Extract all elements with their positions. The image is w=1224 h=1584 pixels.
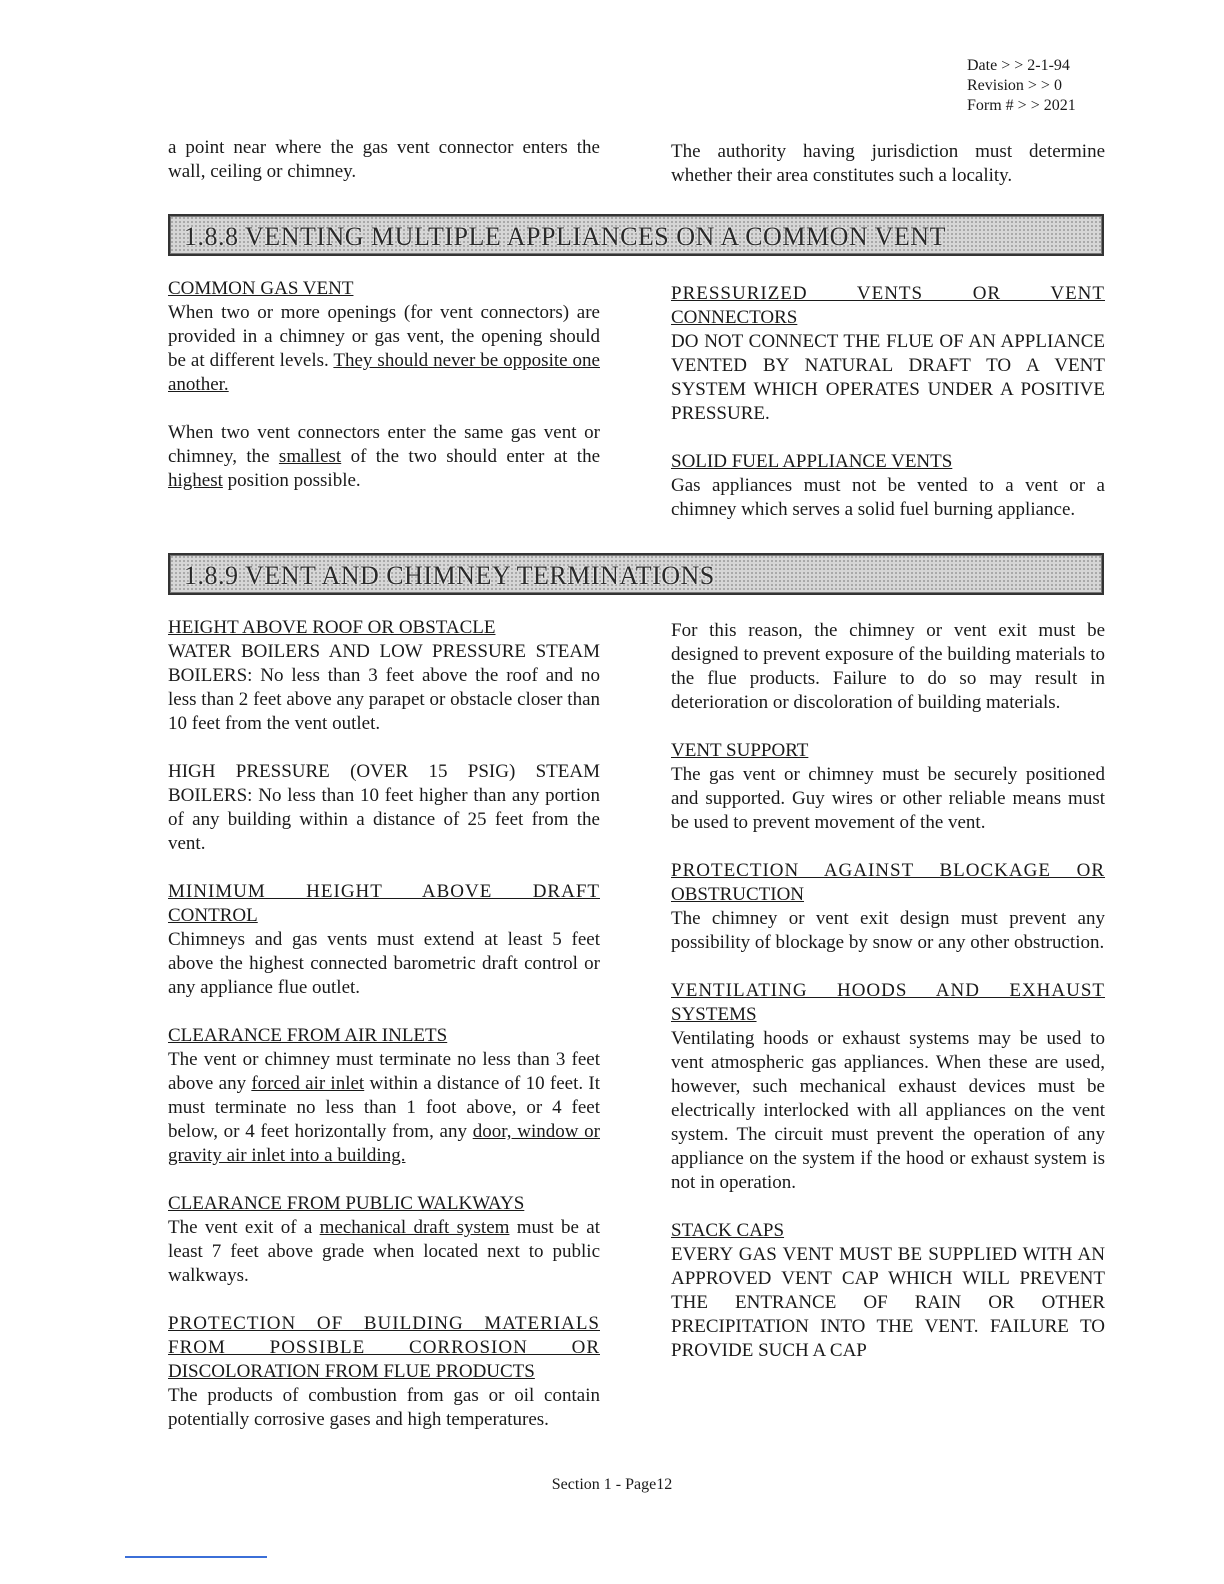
height-above-roof-heading: HEIGHT ABOVE ROOF OR OBSTACLE	[168, 617, 496, 638]
walkways-heading: CLEARANCE FROM PUBLIC WALKWAYS	[168, 1193, 525, 1214]
reason-text: For this reason, the chimney or vent exit must be designed to prevent exposure of the building materials to the flue products. Failure to do so may result in deterioration or discoloration of building materials.	[671, 620, 1105, 713]
pressurized-vents-text: DO NOT CONNECT THE FLUE OF AN APPLIANCE VENTED BY NATURAL DRAFT TO A VENT SYSTEM WHICH OPERATES UNDER A POSITIVE PRESSURE.	[671, 331, 1105, 424]
section-188-left-column	[168, 277, 600, 493]
stack-caps-heading: STACK CAPS	[671, 1220, 785, 1241]
blockage-heading-line-2: OBSTRUCTION	[671, 884, 805, 905]
section-188-banner	[168, 214, 1104, 256]
page-footer: Section 1 - Page12	[551, 1476, 673, 1493]
min-height-heading-line-2: CONTROL	[168, 905, 258, 926]
protection-text: The products of combustion from gas or oil contain potentially corrosive gases and high temperatures.	[168, 1385, 600, 1430]
height-above-roof-text: WATER BOILERS AND LOW PRESSURE STEAM BOILERS: No less than 3 feet above the roof and no less than 2 feet above any parapet or obstacle closer than 10 feet from the vent outlet.	[168, 641, 600, 734]
common-gas-vent-heading: COMMON GAS VENT	[168, 278, 354, 299]
date-line: Date > > 2-1-94	[967, 57, 1070, 74]
pressurized-vents-heading-line-2: CONNECTORS	[671, 307, 798, 328]
protection-heading-line-2: FROM POSSIBLE CORROSION OR	[168, 1337, 600, 1358]
hoods-heading-line-2: SYSTEMS	[671, 1004, 757, 1025]
revision-line: Revision > > 0	[967, 77, 1062, 94]
top-right-paragraph: The authority having jurisdiction must determine whether their area constitutes such a locality.	[671, 141, 1105, 186]
air-inlets-heading: CLEARANCE FROM AIR INLETS	[168, 1025, 448, 1046]
hoods-text: Ventilating hoods or exhaust systems may be used to vent atmospheric gas appliances. When these are used, however, such mechanical exhaust devices must be electrically interlocked with all appliances on the vent system. The circuit must prevent the operation of any appliance on the system if the hood or exhaust system is not in operation.	[671, 1028, 1105, 1193]
high-pressure-text: HIGH PRESSURE (OVER 15 PSIG) STEAM BOILERS: No less than 10 feet higher than any portion of any building within a distance of 25 feet from the vent.	[168, 761, 600, 854]
hoods-heading-line-1: VENTILATING HOODS AND EXHAUST	[671, 980, 1105, 1001]
pressurized-vents-heading-line-1: PRESSURIZED VENTS OR VENT	[671, 283, 1105, 304]
document-header	[967, 56, 1076, 116]
section-189-title: 1.8.9 VENT AND CHIMNEY TERMINATIONS	[184, 561, 715, 590]
solid-fuel-text: Gas appliances must not be vented to a vent or a chimney which serves a solid fuel burning appliance.	[671, 475, 1105, 520]
section-189-banner	[168, 553, 1104, 595]
vent-support-text: The gas vent or chimney must be securely positioned and supported. Guy wires or other reliable means must be used to prevent movement of the vent.	[671, 764, 1105, 833]
common-gas-vent-paragraph-1: When two or more openings (for vent connectors) are provided in a chimney or gas vent, the opening should be at different levels. They should never be opposite one another.	[168, 302, 600, 395]
section-188-title: 1.8.8 VENTING MULTIPLE APPLIANCES ON A COMMON VENT	[184, 222, 946, 251]
protection-heading-line-3: DISCOLORATION FROM FLUE PRODUCTS	[168, 1361, 535, 1382]
scan-edge-line	[125, 1556, 267, 1558]
section-189-left-column	[168, 616, 600, 1432]
form-number-line: Form # > > 2021	[967, 97, 1076, 114]
section-188-right-column	[671, 282, 1105, 522]
top-left-paragraph: a point near where the gas vent connector enters the wall, ceiling or chimney.	[168, 137, 600, 182]
walkways-text: The vent exit of a mechanical draft system must be at least 7 feet above grade when located next to public walkways.	[168, 1217, 600, 1286]
stack-caps-text: EVERY GAS VENT MUST BE SUPPLIED WITH AN APPROVED VENT CAP WHICH WILL PREVENT THE ENTRANCE OF RAIN OR OTHER PRECIPITATION INTO THE VENT. FAILURE TO PROVIDE SUCH A CAP	[671, 1244, 1105, 1361]
air-inlets-text: The vent or chimney must terminate no less than 3 feet above any forced air inlet within a distance of 10 feet. It must terminate no less than 1 foot above, or 4 feet below, or 4 feet horizontally from, any door, window or gravity air inlet into a building.	[168, 1049, 600, 1166]
vent-support-heading: VENT SUPPORT	[671, 740, 809, 761]
blockage-heading-line-1: PROTECTION AGAINST BLOCKAGE OR	[671, 860, 1105, 881]
blockage-text: The chimney or vent exit design must prevent any possibility of blockage by snow or any other obstruction.	[671, 908, 1105, 953]
min-height-heading-line-1: MINIMUM HEIGHT ABOVE DRAFT	[168, 881, 600, 902]
solid-fuel-heading: SOLID FUEL APPLIANCE VENTS	[671, 451, 953, 472]
common-gas-vent-paragraph-2: When two vent connectors enter the same gas vent or chimney, the smallest of the two should enter at the highest position possible.	[168, 422, 600, 491]
protection-heading-line-1: PROTECTION OF BUILDING MATERIALS	[168, 1313, 600, 1334]
min-height-text: Chimneys and gas vents must extend at least 5 feet above the highest connected barometric draft control or any appliance flue outlet.	[168, 929, 600, 998]
section-189-right-column	[671, 619, 1105, 1363]
